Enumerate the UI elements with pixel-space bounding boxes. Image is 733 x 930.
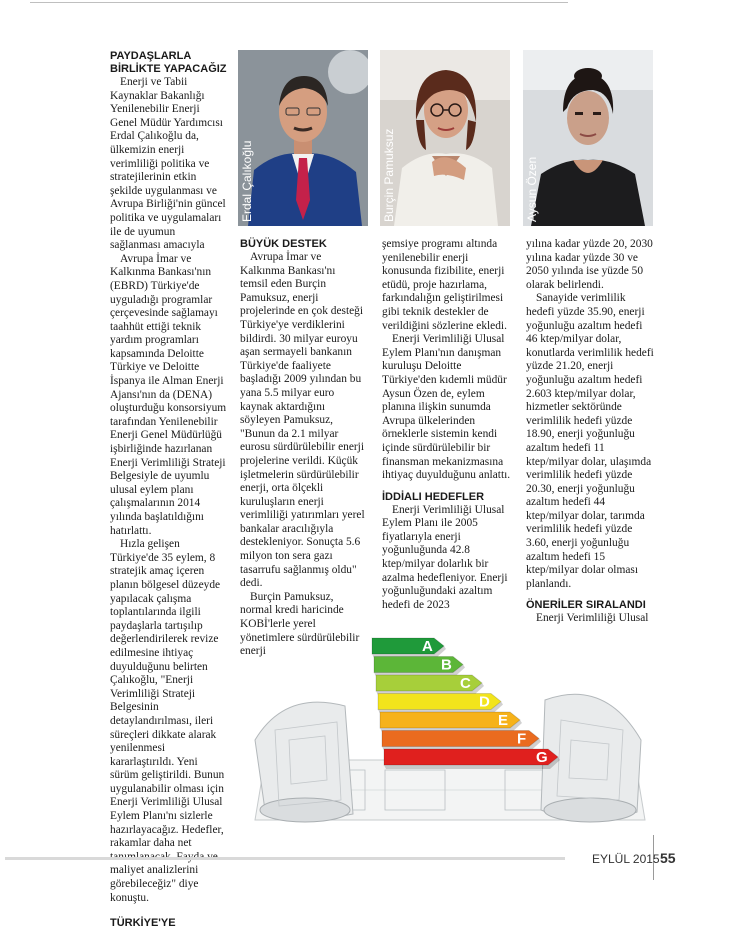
photo-caption: Erdal Çalıkoğlu [240,140,254,222]
paragraph: Enerji ve Tabii Kaynaklar Bakanlığı Yenilenebilir Enerji Genel Müdür Yardımcısı Erdal Çalıkoğlu da, ülkemizin enerji verimliliği politika ve stratejilerinin etkin şekilde uygulanması ve Avrupa Birliği'nin güncel politika ve uygulamaları ile de uyumun sağlanması amacıyla [110,76,226,252]
energy-bar-f [382,731,541,751]
section-heading: İDDİALI HEDEFLER [382,490,485,503]
section-heading: PAYDAŞLARLA BİRLİKTE YAPACAĞIZ [110,50,227,75]
portrait-photo-ozen [523,50,653,226]
paragraph: şemsiye programı altında yenilenebilir enerji konusunda fizibilite, enerji etüdü, proje hazırlama, farkındalığın geliştirilmesi gibi teknik destekler de verildiğini sözlerine ekledi. [382,238,507,332]
section-heading: ÖNERİLER SIRALANDI [526,599,646,612]
paragraph: Burçin Pamuksuz, normal kredi haricinde KOBİ'lerle yerel yönetimlere sürdürülebilir enerji [240,590,360,658]
blueprint-roll-left [255,702,353,822]
energy-bar-e [380,712,522,732]
energy-bar-d [378,694,503,714]
energy-bar-label: G [536,749,548,766]
energy-bar-label: C [460,675,471,692]
paragraph: Hızla gelişen Türkiye'de 35 eylem, 8 stratejik amaç içeren planın bölgesel düzeyde yapılacak çalışma toplantılarında ilgili paydaşlarla tartışılıp değerlendirilerek revize edilmesine ihtiyaç duyulduğunu belirten Çalıkoğlu, "Enerji Verimliliği Strateji Belgesinin detaylandırılması, ileri süreçleri dikkate alarak yenilenmesi kararlaştırıldı. Yeni sürüm geliştirildi. Bunun uygulanabilir olması için Enerji Verimliliği Ulusal Eylem Planı'nı sizlerle hazırlayacağız. Hedefler, rakamlar daha net maliyet analizlerini görebileceğiz" diye konuştu. [110,538,225,904]
portrait-photo-calikoglu [238,50,368,226]
energy-bar-label: A [422,638,433,655]
photo-caption: Burçin Pamuksuz [382,128,396,222]
paragraph: Enerji Verimliliği Ulusal Eylem Planı ile 2005 fiyatlarıyla enerji yoğunluğunda 42.8 ktep/milyar dolarlık bir azalma hedefleniyor. Enerji yoğunluğundaki azaltım hedefi de 2023 [382,503,508,611]
energy-bar-g [384,749,560,769]
footer-issue-date: EYLÜL 2015 [592,852,660,866]
article-column-4 [526,238,654,626]
section-heading: BÜYÜK DESTEK [240,238,327,250]
article-column-1 [110,50,228,930]
paragraph: yılına kadar yüzde 20, 2030 yılına kadar yüzde 30 ve 2050 yılında ise yüzde 50 olarak belirlendi. [526,238,653,291]
paragraph: Avrupa İmar ve Kalkınma Bankası'nı temsil eden Burçin Pamuksuz, enerji projelerinde en çok desteği Türkiye'ye verdiklerini bildirdi. 30 milyar euroyu aşan sermayeli bankanın Türkiye'de faaliyete başladığı 2009 yılından bu yana 5.5 milyar euro kaynak aktardığını söyleyen Pamuksuz, "Bunun da 2.1 milyar eurosu sürdürülebilir enerji projelerine verildi. Küçük işletmelerin sürdürülebilir enerji, orta ölçekli kuruluşların enerji verimliliği yatırımları yerel bankalar aracılığıyla destekleniyor. Sonuçta 5.6 milyon ton sera gazı tasarrufu sağlanmış oldu" dedi. [240,251,365,590]
paragraph: Sanayide verimlilik hedefi yüzde 35.90, enerji yoğunluğu azaltım hedefi 46 ktep/milyar dolar, konutlarda verimlilik hedefi yüzde 21.20, enerji yoğunluğu azaltım hedefi 2.603 ktep/milyar dolar, hizmetler sektöründe verimlilik hedefi yüzde 18.90, enerji yoğunluğu azaltım hedefi 11 ktep/milyar dolar, ulaşımda verimlilik hedefi yüzde 20.30, enerji yoğunluğu azaltım hedefi 44 ktep/milyar dolar, tarımda verimlilik hedefi yüzde 3.60, enerji yoğunluğu azaltım hedefi 15 ktep/milyar dolar olması planlandı. [526,292,654,590]
photo-caption: Aysun Özen [525,156,539,222]
paragraph: Enerji Verimliliği Ulusal [536,612,649,625]
energy-rating-illustration [245,630,655,825]
paragraph: Avrupa İmar ve Kalkınma Bankası'nın (EBRD) Türkiye'de uyguladığı programlar çerçevesinde sağlamayı taahhüt ettiği teknik yardım programları kapsamında Deloitte Türkiye ve Deloitte İspanya ile Alman Enerji Ajansı'nın da (DENA) oluşturduğu konsorsiyum tarafından Yenilenebilir Enerji Genel Müdürlüğü işbirliğinde hazırlanan Enerji Verimliliği Strateji Belgesiyle de uyumlu ulusal eylem planı çalışmalarının 2014 yılında başlatıldığını hatırlattı. [110,252,227,537]
article-column-2 [240,238,366,659]
energy-bar-label: B [441,656,452,674]
energy-bar-label: E [498,712,509,729]
energy-bar-b [374,657,465,677]
portrait-photo-pamuksuz [380,50,510,226]
energy-bar-a [372,638,446,658]
article-column-3 [382,238,512,612]
page-number: 55 [660,850,676,866]
energy-bar-c [376,675,484,695]
footer-rule [5,857,565,860]
energy-bar-label: F [517,730,527,748]
paragraph: Enerji Verimliliği Ulusal Eylem Planı'nın danışman kuruluşu Deloitte Türkiye'den kıdemli müdür Aysun Özen de, eylem planına ilişkin sunumda Avrupa ülkelerinden örneklerle sistemin kendi içinde sürdürülebilir bir finansman mekanizmasına ihtiyaç duyulduğunu anlattı. [382,333,511,482]
top-rule [30,2,568,3]
energy-bars [372,638,560,769]
section-heading: TÜRKİYE'YE [110,917,176,930]
energy-bar-label: D [479,693,490,711]
